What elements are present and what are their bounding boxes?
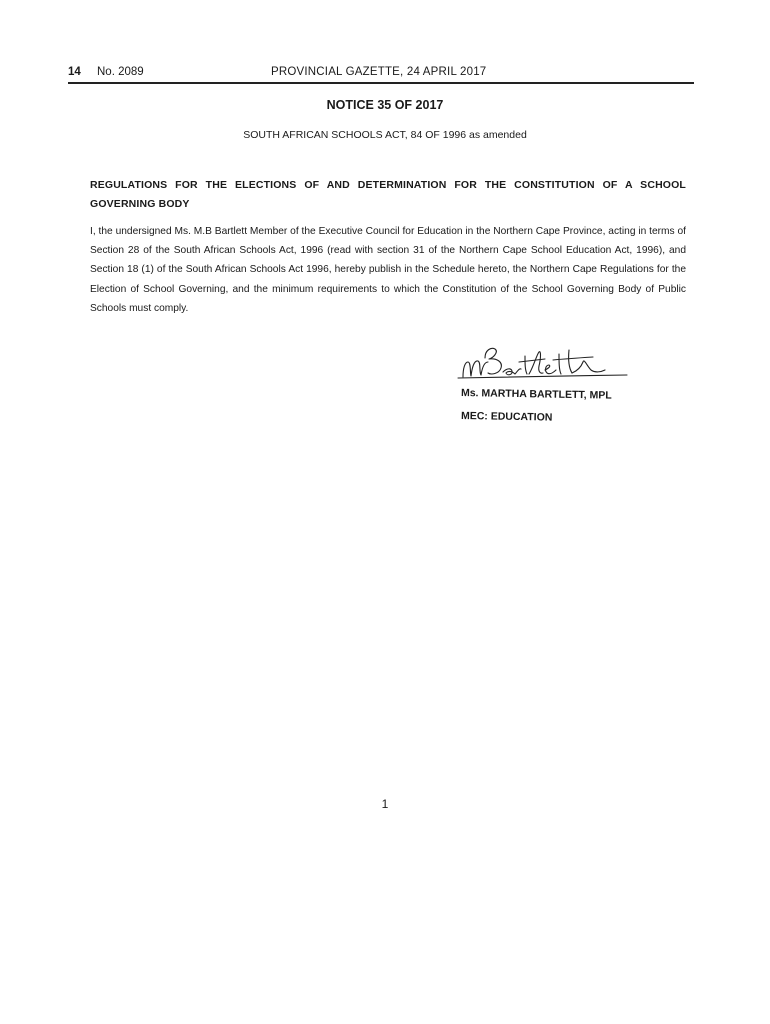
regulations-body: I, the undersigned Ms. M.B Bartlett Member of the Executive Council for Education in the Northern Cape Province, acting in terms of Section 28 of the South African Schools Act, 1996 (read with section 31 of the Northern Cape School Education Act, 1996), and Section 18 (1) of the South African Schools Act 1996, hereby publish in the Schedule hereto, the Northern Cape Regulations for the Election of School Governing, and the minimum requirements to which the Constitution of the School Governing Body of Public Schools must comply. (90, 226, 686, 314)
header-divider (68, 82, 694, 84)
act-reference: SOUTH AFRICAN SCHOOLS ACT, 84 OF 1996 as amended (243, 129, 527, 141)
footer-page-number: 1 (381, 797, 389, 811)
header-page-number: 14 (68, 66, 81, 78)
signatory-name: Ms. MARTHA BARTLETT, MPL (460, 387, 612, 402)
header-issue-number: No. 2089 (97, 66, 144, 78)
handwritten-signature (455, 340, 630, 382)
regulations-heading: REGULATIONS FOR THE ELECTIONS OF AND DETERMINATION FOR THE CONSTITUTION OF A SCHOOL GOVERNING BODY (90, 179, 686, 210)
signatory-title: MEC: EDUCATION (460, 410, 553, 424)
gazette-header (68, 62, 694, 82)
notice-title: NOTICE 35 OF 2017 (326, 98, 444, 112)
header-gazette-title: PROVINCIAL GAZETTE, 24 APRIL 2017 (271, 66, 487, 78)
